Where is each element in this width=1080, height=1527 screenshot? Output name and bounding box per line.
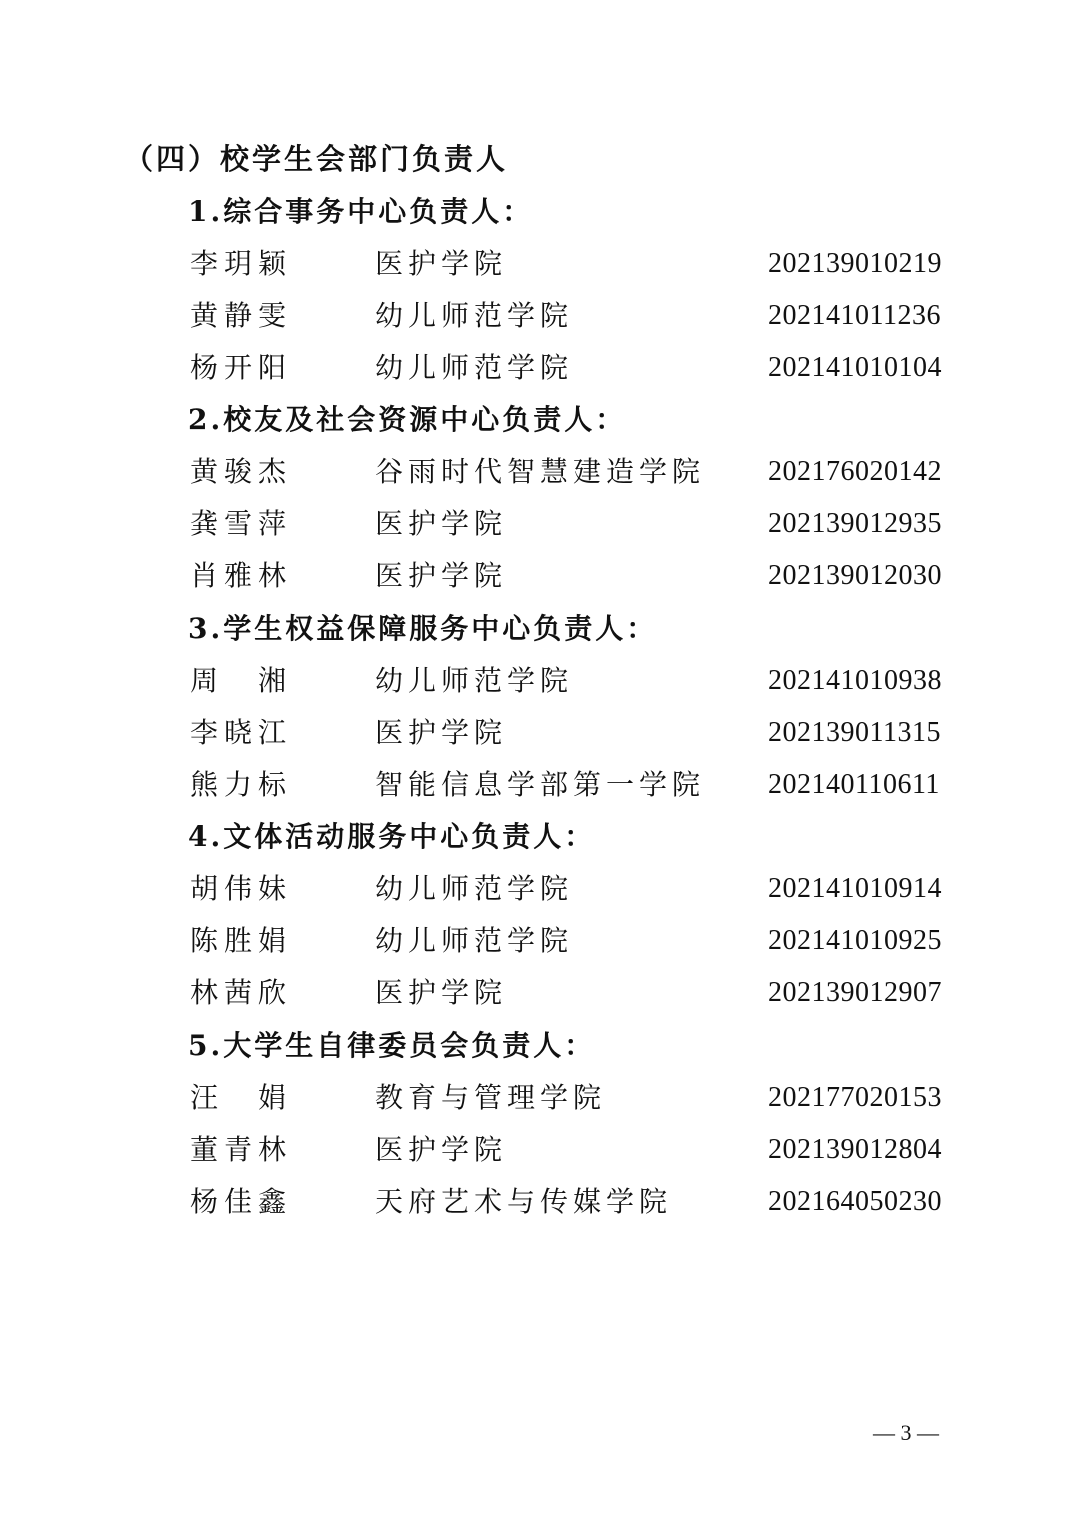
member-name: 黄静雯 bbox=[190, 299, 293, 332]
group-title: 3.学生权益保障服务中心负责人： bbox=[188, 612, 658, 645]
member-row bbox=[188, 967, 988, 1019]
member-name: 李玥颖 bbox=[190, 247, 293, 280]
group-self-discipline bbox=[188, 1020, 988, 1228]
member-college: 教育与管理学院 bbox=[375, 1081, 607, 1114]
member-name: 胡伟妹 bbox=[190, 872, 293, 905]
member-name: 周 湘 bbox=[190, 664, 293, 697]
member-student-id: 202139012907 bbox=[768, 977, 942, 1008]
member-college: 幼儿师范学院 bbox=[375, 299, 574, 332]
member-name: 汪 娟 bbox=[190, 1081, 293, 1114]
member-college: 幼儿师范学院 bbox=[375, 924, 574, 957]
member-row bbox=[188, 498, 988, 550]
group-culture-sports bbox=[188, 811, 988, 1019]
member-row bbox=[188, 1124, 988, 1176]
section-heading: （四）校学生会部门负责人 bbox=[124, 142, 509, 176]
member-student-id: 202139012030 bbox=[768, 560, 942, 591]
member-student-id: 202140110611 bbox=[768, 769, 940, 800]
member-college: 幼儿师范学院 bbox=[375, 872, 574, 905]
member-row bbox=[188, 446, 988, 498]
member-college: 医护学院 bbox=[375, 507, 508, 540]
member-student-id: 202141010925 bbox=[768, 925, 942, 956]
group-title: 4.文体活动服务中心负责人： bbox=[188, 820, 596, 853]
member-student-id: 202141010938 bbox=[768, 665, 942, 696]
member-student-id: 202139012935 bbox=[768, 508, 942, 539]
member-name: 熊力标 bbox=[190, 768, 293, 801]
member-name: 陈胜娟 bbox=[190, 924, 293, 957]
member-name: 肖雅林 bbox=[190, 559, 293, 592]
member-row bbox=[188, 342, 988, 394]
member-college: 医护学院 bbox=[375, 976, 508, 1009]
member-student-id: 202139011315 bbox=[768, 717, 941, 748]
member-row bbox=[188, 915, 988, 967]
member-name: 杨佳鑫 bbox=[190, 1185, 293, 1218]
member-row bbox=[188, 759, 988, 811]
member-row bbox=[188, 238, 988, 290]
member-student-id: 202141010104 bbox=[768, 352, 942, 383]
member-row bbox=[188, 290, 988, 342]
member-row bbox=[188, 550, 988, 602]
member-college: 医护学院 bbox=[375, 247, 508, 280]
member-row bbox=[188, 1072, 988, 1124]
member-student-id: 202139010219 bbox=[768, 248, 942, 279]
member-student-id: 202164050230 bbox=[768, 1186, 942, 1217]
member-college: 天府艺术与传媒学院 bbox=[375, 1185, 673, 1218]
member-student-id: 202141011236 bbox=[768, 300, 941, 331]
member-row bbox=[188, 655, 988, 707]
member-student-id: 202176020142 bbox=[768, 456, 942, 487]
member-college: 医护学院 bbox=[375, 1133, 508, 1166]
member-row bbox=[188, 707, 988, 759]
member-name: 林茜欣 bbox=[190, 976, 293, 1009]
member-name: 龚雪萍 bbox=[190, 507, 293, 540]
member-college: 幼儿师范学院 bbox=[375, 664, 574, 697]
member-college: 医护学院 bbox=[375, 559, 508, 592]
member-student-id: 202177020153 bbox=[768, 1082, 942, 1113]
group-title: 2.校友及社会资源中心负责人： bbox=[188, 403, 627, 436]
group-rights-protection bbox=[188, 603, 988, 811]
member-student-id: 202139012804 bbox=[768, 1134, 942, 1165]
member-college: 幼儿师范学院 bbox=[375, 351, 574, 384]
member-college: 医护学院 bbox=[375, 716, 508, 749]
page-number: — 3 — bbox=[873, 1420, 939, 1445]
member-row bbox=[188, 1176, 988, 1228]
group-title: 5.大学生自律委员会负责人： bbox=[188, 1029, 596, 1062]
member-name: 董青林 bbox=[190, 1133, 293, 1166]
group-general-affairs bbox=[188, 186, 988, 394]
group-title: 1.综合事务中心负责人： bbox=[188, 195, 534, 228]
member-college: 谷雨时代智慧建造学院 bbox=[375, 455, 706, 488]
member-name: 杨开阳 bbox=[190, 351, 293, 384]
member-student-id: 202141010914 bbox=[768, 873, 942, 904]
member-college: 智能信息学部第一学院 bbox=[375, 768, 706, 801]
member-row bbox=[188, 863, 988, 915]
member-name: 李晓江 bbox=[190, 716, 293, 749]
member-name: 黄骏杰 bbox=[190, 455, 293, 488]
group-alumni-resources bbox=[188, 394, 988, 602]
